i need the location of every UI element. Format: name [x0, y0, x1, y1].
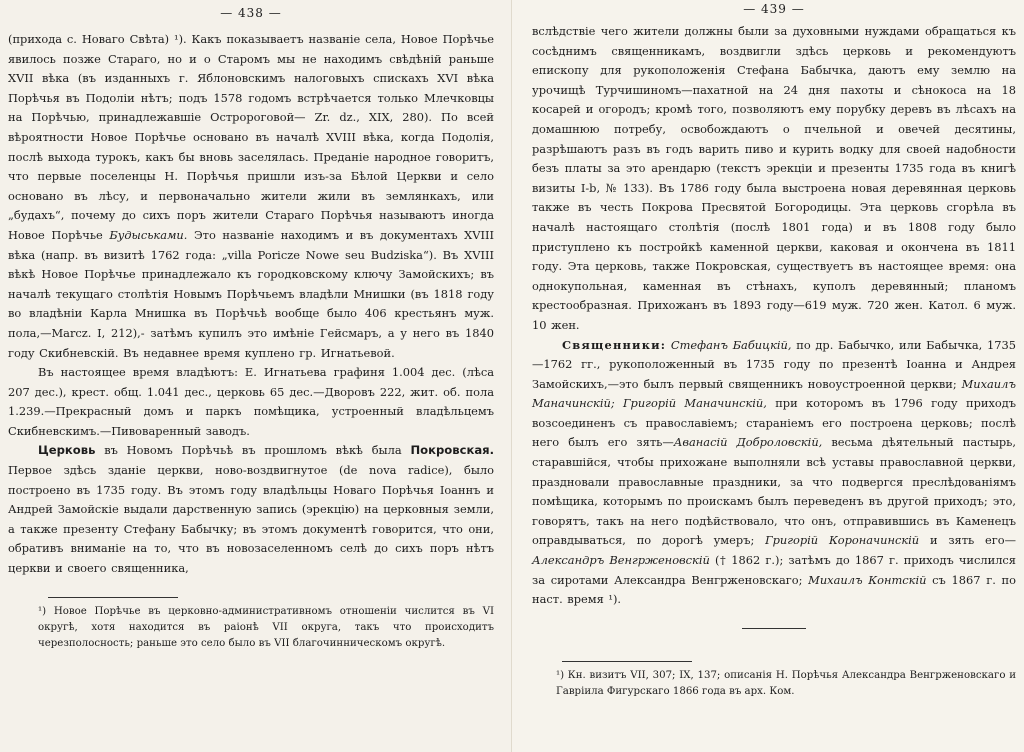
- right-paragraph-1: вслѣдствіе чего жители должны были за духовными нуждами обращаться къ сосѣднимъ священникамъ, воздвигли здѣсь церковь и рекомендуютъ епископу для рукоположенія Стефана Бабычка, даютъ ему землю на урочищѣ Турчишиномъ—пахатной на 24 дня пахоты и сѣнокоса на 18 косарей и огородъ; кромѣ того, позволяютъ ему порубку деревъ въ лѣсахъ на домашнюю потребу, освобождаютъ о пчельной и овечей десятины, разрѣшаютъ разъ въ годъ варить пиво и курить водку для своей надобности безъ платы за это арендарю (текстъ эрекціи и презенты 1735 года въ книгѣ визиты I-b, № 133). Въ 1786 году была выстроена новая деревянная церковь также въ честь Покрова Пресвятой Богородицы. Эта церковь сгорѣла въ началѣ настоящаго столѣтія (послѣ 1801 года) и въ 1808 году было приступлено къ постройкѣ каменной церкви, каковая и окончена въ 1811 году. Эта церковь, также Покровская, существуетъ въ настоящее время: она однокупольная, каменная въ стѣнахъ, куполъ деревянный; планомъ крестообразная. Прихожанъ въ 1893 году—619 муж. 720 жен. Катол. 6 муж. 10 жен.: [532, 24, 1016, 332]
- right-p2-t5: († 1862 г.); затѣмъ до 1867 г. приходъ числился за сиротами Александра Венгрженовскаго;: [532, 553, 1016, 587]
- right-paragraph-2: [532, 336, 1016, 610]
- right-p2-i1: Стефанъ Бабицкій,: [670, 337, 792, 352]
- right-p2-t3: весьма дѣятельный пастырь, старавшійся, чтобы прихожане выполняли всѣ уставы православной церкви, праздновали православные праздники, за что подвергся преслѣдованіямъ помѣщика, которымъ по проискамъ былъ переведенъ въ другой приходъ; это, говорятъ, такъ на него подѣйствовало, что онъ, отправившись въ Каменецъ оправдываться, по дорогѣ умеръ;: [532, 435, 1017, 548]
- footnote-rule-left: [48, 597, 178, 598]
- right-p2-t6: съ 1867 г. по наст. время ¹).: [532, 572, 1017, 607]
- right-p2-i4: Григорій Короначинскій: [765, 533, 920, 548]
- right-p2-t2: при которомъ въ 1796 году приходъ возсоединенъ съ православіемъ; стараніемъ его построена церковь; послѣ него былъ его зять—: [532, 396, 1016, 450]
- right-p2-i2: Михаилъ Маначинскій; Григорій Маначинскій,: [532, 376, 1016, 411]
- right-p2-i5: Александръ Венгрженовскій: [532, 553, 710, 568]
- left-paragraph-2: Въ настоящее время владѣютъ: Е. Игнатьева графиня 1.004 дес. (лѣса 207 дес.), крест. общ. 1.041 дес., церковь 65 дес.—Дворовъ 222, жит. об. пола 1.239.—Прекрасный домъ и паркъ помѣщика, устроенный владѣльцемъ Скибневскимъ.—Пивоваренный заводъ.: [8, 365, 494, 438]
- left-body-text: [8, 30, 494, 579]
- left-p3-mid: въ Новомъ Порѣчьѣ въ прошломъ вѣкѣ была: [95, 443, 411, 458]
- right-page: [512, 0, 1024, 752]
- right-body-text: [532, 22, 1016, 610]
- right-p2-i3: Аванасій Доброловскій,: [673, 435, 823, 450]
- right-p2-t1: по др. Бабычко, или Бабычка, 1735—1762 гг., рукоположенный въ 1735 году по презентѣ Іоанна и Андрея Замойскихъ,—это былъ первый священникъ новоустроенной церкви;: [532, 337, 1017, 391]
- left-p3-rest: Первое здѣсь зданіе церкви, ново-воздвигнутое (de nova radice), было построено въ 1735 году. Въ этомъ году владѣльцы Новаго Порѣчья Іоаннъ и Андрей Замойскіе выдали дарственную запись (эрекцію) на церковныя земли, а также презенту Стефану Бабычку; въ этомъ документѣ говорится, что они, обративъ вниманіе на то, что въ новозаселенномъ селѣ до сихъ поръ нѣтъ церкви и своего священника,: [8, 463, 494, 576]
- right-p2-spaced: Священники:: [562, 337, 667, 352]
- page-number-left: — 438 —: [220, 6, 282, 20]
- left-paragraph-1: [8, 30, 494, 363]
- right-p2-i6: Михаилъ Контскій: [808, 572, 927, 587]
- footnote-right: ¹) Кн. визитъ VII, 307; IX, 137; описанія Н. Порѣчья Александра Венгрженовскаго и Гавріила Фигурскаго 1866 года въ арх. Ком.: [556, 669, 1016, 697]
- left-p1-text: (прихода с. Новаго Свѣта) ¹). Какъ показываетъ названіе села, Новое Порѣчье явилось позже Стараго, но и о Старомъ мы не находимъ свѣдѣній раньше XVII вѣка (въ изданныхъ г. Яблоновскимъ налоговыхъ спискахъ XVI вѣка Порѣчья въ Подоліи нѣтъ; подъ 1578 годомъ встрѣчается только Млечковцы на Порѣчью, принадлежавшіе Остророговой— Zr. dz., XIX, 280). По всей вѣроятности Новое Порѣчье основано въ началѣ XVIII вѣка, когда Подолія, послѣ выхода турокъ, какъ бы вновь заселялась. Преданіе народное говоритъ, что первые поселенцы Н. Порѣчья пришли изъ-за Бѣлой Церкви и село основано въ лѣсу, и первоначально жители жили въ землянкахъ, или „будахъ“, почему до сихъ поръ жители Стараго Порѣчья называютъ иногда Новое Порѣчье: [8, 32, 494, 242]
- left-p3-bold2: Покровская.: [410, 443, 494, 458]
- left-p1-cont: Это названіе находимъ и въ документахъ XVIII вѣка (напр. въ визитѣ 1762 года: „villa Poricze Nowe seu Budziska“). Въ XVIII вѣкѣ Новое Порѣчье принадлежало къ городковскому ключу Замойскихъ; въ началѣ текущаго столѣтія Новымъ Порѣчьемъ владѣли Мнишки (въ 1818 году во владѣніи Карла Мнишка въ Порѣчьѣ вообще было 406 крестьянъ муж. пола,—Marcz. I, 212),- затѣмъ купилъ это имѣніе Гейсмаръ, а у него въ 1840 году Скибневскій. Въ недавнее время куплено гр. Игнатьевой.: [8, 227, 495, 360]
- left-p3-bold: Церковь: [38, 443, 96, 458]
- footnote-left: ¹) Новое Порѣчье въ церковно-административномъ отношеніи числится въ VI округѣ, хотя находится въ раіонѣ VII округа, такъ что происходитъ черезполосность; раньше это село было въ VII благочинническомъ округѣ.: [38, 605, 494, 649]
- left-p1-italic: Будыськами.: [109, 227, 188, 242]
- left-paragraph-3: [8, 441, 494, 578]
- section-separator: [742, 628, 806, 629]
- footnote-rule-right: [562, 661, 692, 662]
- page-number-right: — 439 —: [743, 2, 805, 16]
- right-p2-t4: и зять его—: [919, 533, 1016, 548]
